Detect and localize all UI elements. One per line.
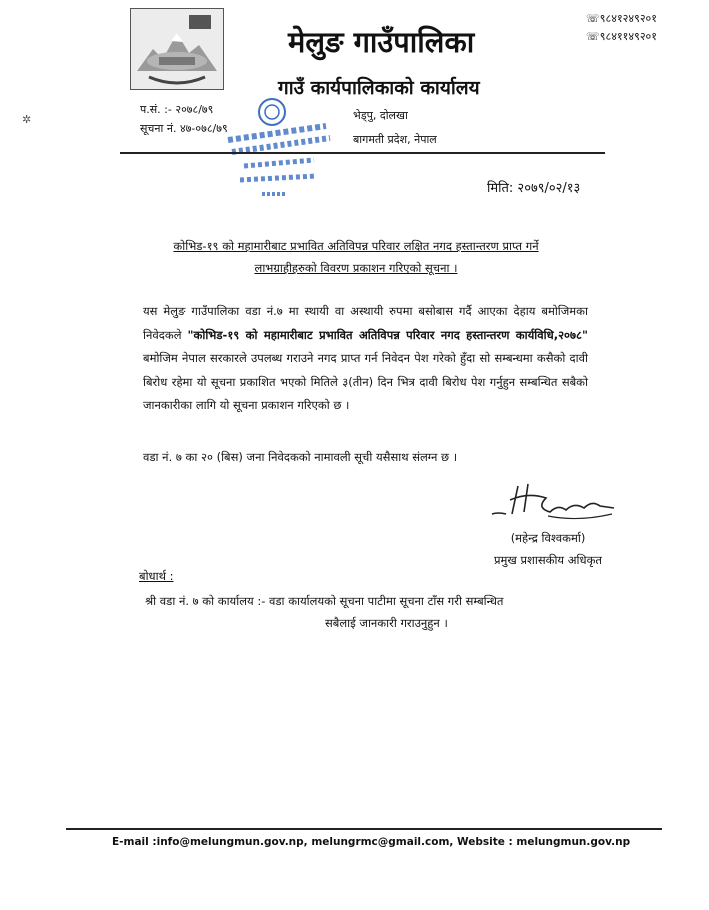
handwritten-signature — [488, 478, 628, 528]
address-line-2: बागमती प्रदेश, नेपाल — [353, 133, 437, 146]
phone-number-2: ☏९८४११४९२०१ — [586, 30, 657, 43]
signatory-block — [478, 527, 618, 571]
signatory-designation: प्रमुख प्रशासकीय अधिकृत — [494, 553, 602, 567]
address-line-1: भेड्पु, दोलखा — [353, 109, 408, 122]
footer-contact: E-mail :info@melungmun.gov.np, melungrmc@gmail.com, Website : melungmun.gov.np — [112, 836, 631, 848]
subject-line-1: कोभिड-१९ को महामारीबाट प्रभावित अतिविपन्न परिवार लक्षित नगद हस्तान्तरण प्राप्त गर्ने — [173, 239, 539, 253]
nepal-emblem-icon — [131, 9, 223, 89]
signature-icon — [488, 478, 628, 528]
notice-body-paragraph — [143, 300, 588, 418]
attachment-note: वडा नं. ७ का २० (बिस) जना निवेदकको नामावली सूची यसैसाथ संलग्न छ । — [143, 450, 458, 464]
phone-numbers — [586, 10, 657, 46]
footer-divider — [66, 828, 662, 830]
margin-mark: ✲ — [22, 113, 32, 126]
subject-line-2: लाभग्राहीहरुको विवरण प्रकाशन गरिएको सूचना । — [254, 261, 458, 275]
reference-number: प.सं. :- २०७८/७९ — [140, 103, 214, 116]
notice-date: मिति: २०७९/०२/१३ — [487, 181, 581, 196]
office-subtitle: गाउँ कार्यपालिकाको कार्यालय — [278, 77, 480, 99]
office-seal — [222, 96, 340, 200]
reference-block — [140, 100, 228, 138]
copy-to-line-1: श्री वडा नं. ७ को कार्यालय :- वडा कार्यालयको सूचना पाटीमा सूचना टाँस गरी सम्बन्धित — [145, 594, 504, 608]
copy-to-block — [145, 590, 615, 634]
body-text-part-2: बमोजिम नेपाल सरकारले उपलब्ध गराउने नगद प्राप्त गर्न निवेदन पेश गरेको हुँदा सो सम्बन्धमा कसैको दावी बिरोध रहेमा यो सूचना प्रकाशित भएको मितिले ३(तीन) दिन भित्र दावी बिरोध पेश गर्नुहुन सम्बन्धित सबैको जानकारीका लागि यो सूचना प्रकाशन गरिएको छ । — [143, 351, 588, 412]
procedure-title: "कोभिड-१९ को महामारीबाट प्रभावित अतिविपन्न परिवार नगद हस्तान्तरण कार्यविधि,२०७८" — [187, 327, 588, 342]
copy-to-label: बोधार्थ : — [139, 569, 174, 583]
municipality-title: मेलुङ गाउँपालिका — [288, 25, 475, 59]
municipality-logo — [130, 8, 224, 90]
copy-to-line-2: सबैलाई जानकारी गराउनुहुन । — [325, 616, 448, 630]
body-text-part-1: यस मेलुङ गाउँपालिका वडा नं.७ मा स्थायी वा अस्थायी रुपमा बसोबास गर्दै आएका देहाय बमोजिमका निवेदकले — [143, 304, 588, 342]
notice-subject — [136, 235, 576, 279]
header-divider — [120, 152, 605, 154]
phone-number-1: ☏९८४१२४९२०१ — [586, 12, 657, 25]
office-address — [353, 104, 437, 152]
signatory-name: (महेन्द्र विश्वकर्मा) — [510, 531, 586, 545]
office-seal-icon — [222, 96, 340, 200]
notice-number: सूचना नं. ४७-०७८/७९ — [140, 122, 228, 135]
